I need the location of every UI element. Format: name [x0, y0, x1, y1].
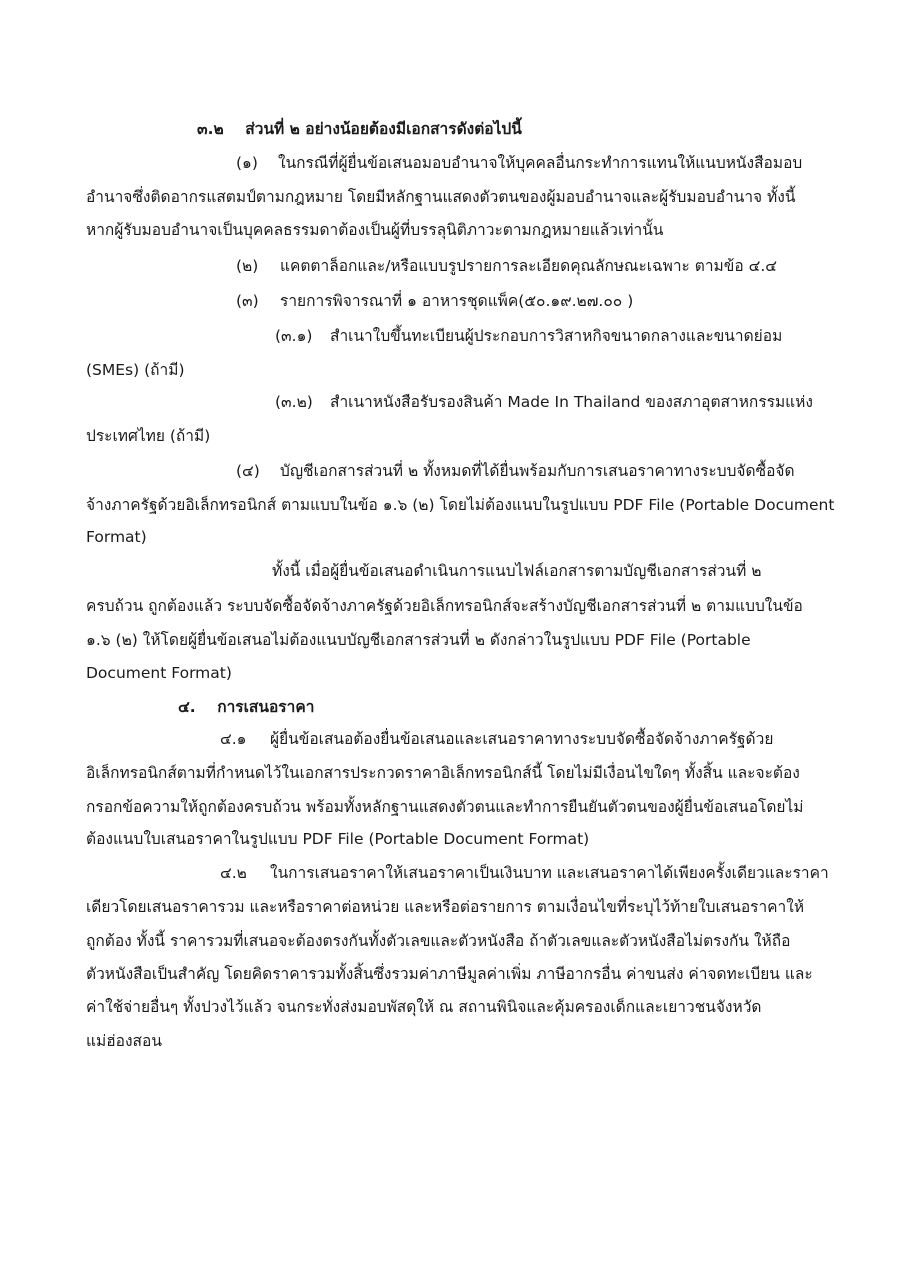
item-label: (๑) — [236, 154, 258, 172]
paragraph-line: ค่าใช้จ่ายอื่นๆ ทั้งปวงไว้แล้ว จนกระทั่งส่งมอบพัสดุให้ ณ สถานพินิจและคุ้มครองเด็กและเยาวชนจังหวัด — [86, 998, 762, 1016]
paragraph-line: กรอกข้อความให้ถูกต้องครบถ้วน พร้อมทั้งหลักฐานแสดงตัวตนและทำการยืนยันตัวตนของผู้ยื่นข้อเสนอโดยไม่ — [86, 798, 804, 816]
paragraph-line: (SMEs) (ถ้ามี) — [86, 361, 185, 379]
paragraph-line: ผู้ยื่นข้อเสนอต้องยื่นข้อเสนอและเสนอราคาทางระบบจัดซื้อจัดจ้างภาครัฐด้วย — [270, 730, 774, 748]
paragraph-line: ในการเสนอราคาให้เสนอราคาเป็นเงินบาท และเสนอราคาได้เพียงครั้งเดียวและราคา — [270, 864, 829, 882]
paragraph-line: รายการพิจารณาที่ ๑ อาหารชุดแพ็ค(๕๐.๑๙.๒๗.๐๐ ) — [280, 292, 634, 310]
paragraph-line: สำเนาหนังสือรับรองสินค้า Made In Thailand ของสภาอุตสาหกรรมแห่ง — [330, 393, 813, 411]
item-label: ๔.๑ — [220, 730, 247, 748]
section-title: ส่วนที่ ๒ อย่างน้อยต้องมีเอกสารดังต่อไปนี้ — [245, 120, 522, 138]
paragraph-line: ประเทศไทย (ถ้ามี) — [86, 427, 211, 445]
paragraph-line: หากผู้รับมอบอำนาจเป็นบุคคลธรรมดาต้องเป็นผู้ที่บรรลุนิติภาวะตามกฎหมายแล้วเท่านั้น — [86, 221, 664, 239]
paragraph-line: แคตตาล็อกและ/หรือแบบรูปรายการละเอียดคุณลักษณะเฉพาะ ตามข้อ ๔.๔ — [280, 257, 777, 275]
paragraph-line: ตัวหนังสือเป็นสำคัญ โดยคิดราคารวมทั้งสิ้นซึ่งรวมค่าภาษีมูลค่าเพิ่ม ภาษีอากรอื่น ค่าขนส่ง ค่าจดทะเบียน และ — [86, 965, 813, 983]
paragraph-line: ต้องแนบใบเสนอราคาในรูปแบบ PDF File (Portable Document Format) — [86, 830, 590, 848]
paragraph-line: ทั้งนี้ เมื่อผู้ยื่นข้อเสนอดำเนินการแนบไฟล์เอกสารตามบัญชีเอกสารส่วนที่ ๒ — [272, 562, 762, 580]
paragraph-line: อำนาจซึ่งติดอากรแสตมป์ตามกฎหมาย โดยมีหลักฐานแสดงตัวตนของผู้มอบอำนาจและผู้รับมอบอำนาจ ทั้งนี้ — [86, 188, 796, 206]
paragraph-line: เดียวโดยเสนอราคารวม และหรือราคาต่อหน่วย และหรือต่อรายการ ตามเงื่อนไขที่ระบุไว้ท้ายใบเสนอราคาให้ — [86, 898, 805, 916]
paragraph-line: บัญชีเอกสารส่วนที่ ๒ ทั้งหมดที่ได้ยื่นพร้อมกับการเสนอราคาทางระบบจัดซื้อจัด — [280, 462, 795, 480]
paragraph-line: แม่ฮ่องสอน — [86, 1032, 162, 1050]
section-number: ๓.๒ — [197, 120, 224, 138]
item-label: (๓.๒) — [275, 393, 313, 411]
paragraph-line: Document Format) — [86, 664, 232, 682]
section-3-2-heading — [197, 118, 522, 140]
item-label: (๓.๑) — [275, 327, 313, 345]
paragraph-line: Format) — [86, 528, 147, 546]
item-label: ๔.๒ — [220, 864, 247, 882]
item-label: (๔) — [236, 462, 260, 480]
item-label: (๓) — [236, 292, 259, 310]
paragraph-line: ในกรณีที่ผู้ยื่นข้อเสนอมอบอำนาจให้บุคคลอื่นกระทำการแทนให้แนบหนังสือมอบ — [278, 154, 803, 172]
paragraph-line: ๑.๖ (๒) ให้โดยผู้ยื่นข้อเสนอไม่ต้องแนบบัญชีเอกสารส่วนที่ ๒ ดังกล่าวในรูปแบบ PDF File (Portable — [86, 631, 751, 649]
paragraph-line: อิเล็กทรอนิกส์ตามที่กำหนดไว้ในเอกสารประกวดราคาอิเล็กทรอนิกส์นี้ โดยไม่มีเงื่อนไขใดๆ ทั้งสิ้น และจะต้อง — [86, 764, 800, 782]
item-label: (๒) — [236, 257, 259, 275]
paragraph-line: ถูกต้อง ทั้งนี้ ราคารวมที่เสนอจะต้องตรงกันทั้งตัวเลขและตัวหนังสือ ถ้าตัวเลขและตัวหนังสือไม่ตรงกัน ให้ถือ — [86, 932, 791, 950]
section-4-heading — [178, 696, 314, 718]
section-number: ๔. — [178, 698, 196, 716]
section-title: การเสนอราคา — [217, 698, 315, 716]
paragraph-line: ครบถ้วน ถูกต้องแล้ว ระบบจัดซื้อจัดจ้างภาครัฐด้วยอิเล็กทรอนิกส์จะสร้างบัญชีเอกสารส่วนที่ ๒ ตามแบบในข้อ — [86, 597, 803, 615]
paragraph-line: สำเนาใบขึ้นทะเบียนผู้ประกอบการวิสาหกิจขนาดกลางและขนาดย่อม — [330, 327, 783, 345]
paragraph-line: จ้างภาครัฐด้วยอิเล็กทรอนิกส์ ตามแบบในข้อ ๑.๖ (๒) โดยไม่ต้องแนบในรูปแบบ PDF File (Portable Document — [86, 496, 835, 514]
